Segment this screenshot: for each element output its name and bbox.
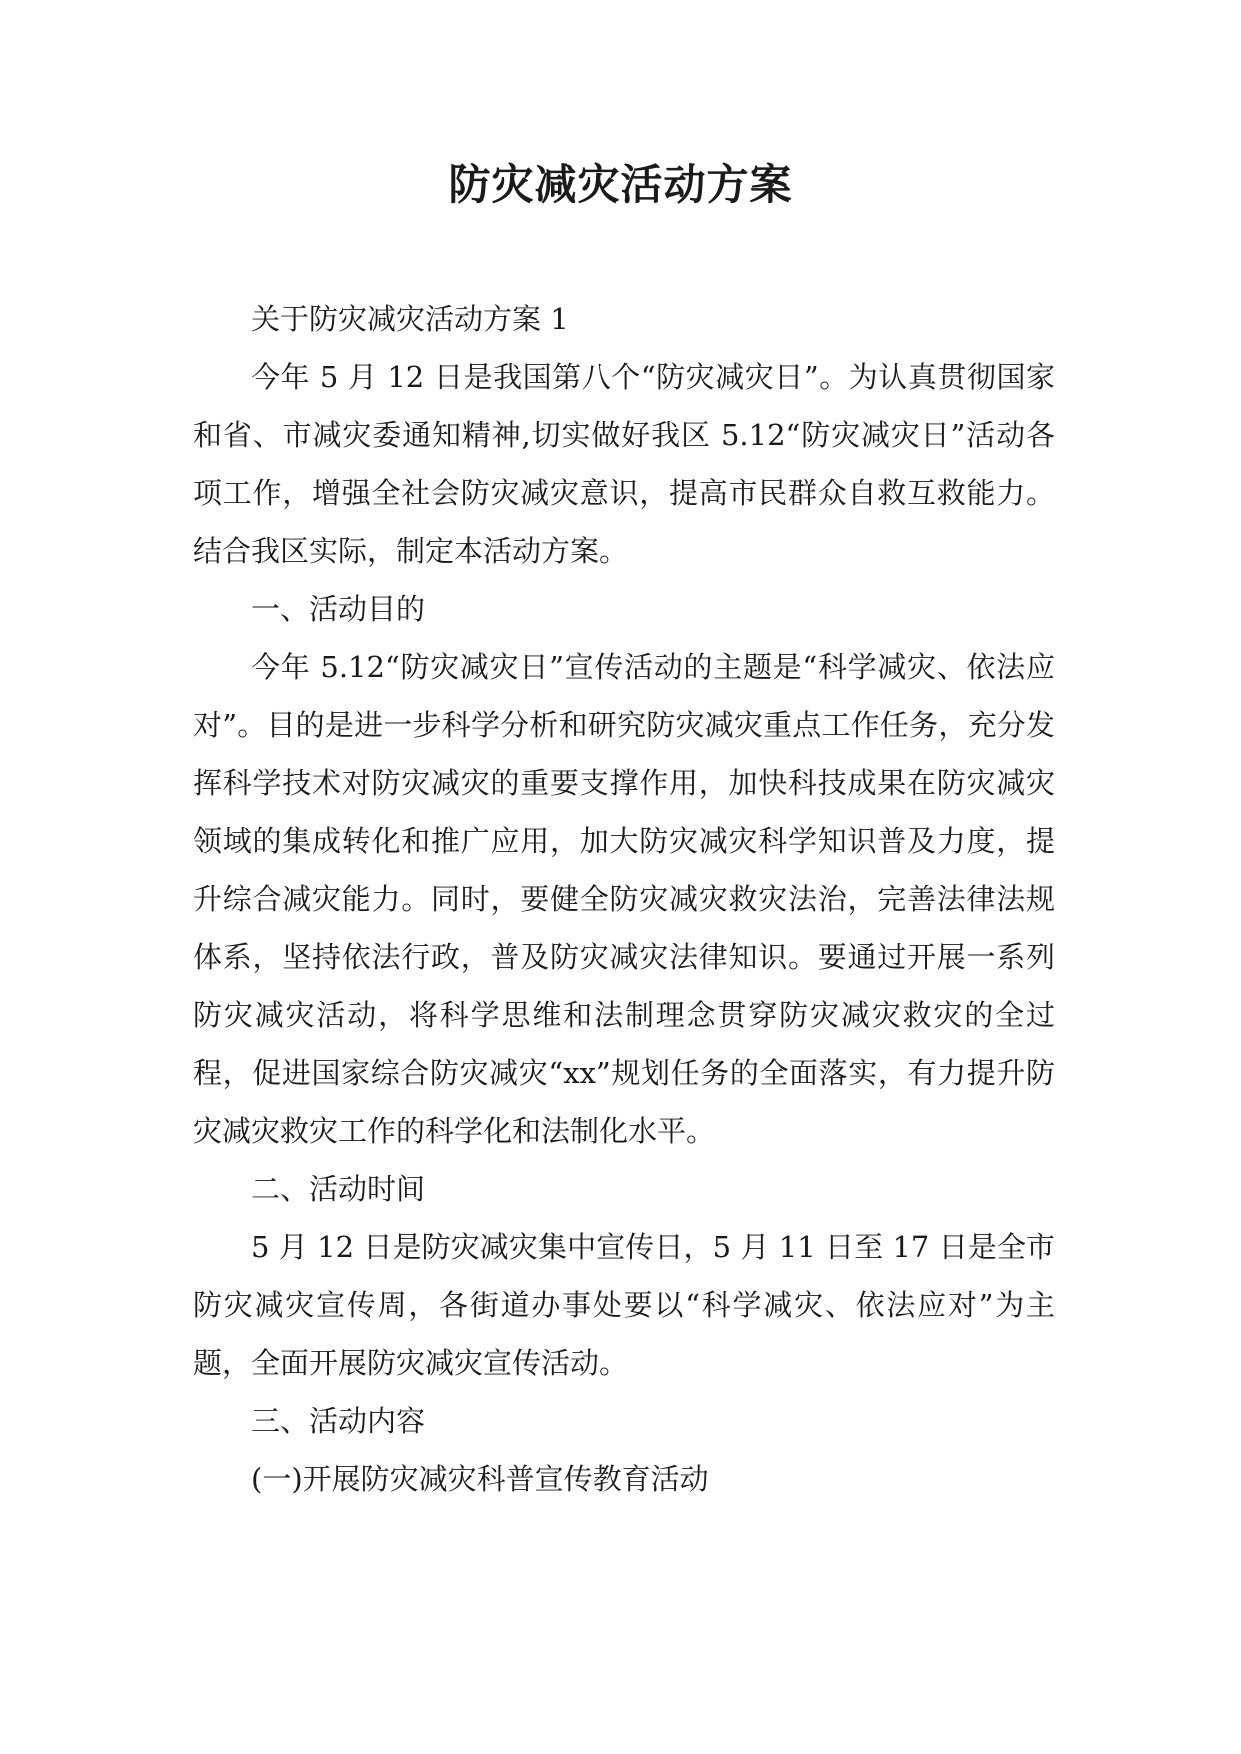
section-heading-purpose: 一、活动目的 [251,592,426,626]
section-subtitle: 关于防灾减灾活动方案 1 [251,302,569,336]
document-body [193,290,1055,1508]
section-heading-time: 二、活动时间 [251,1172,426,1206]
intro-paragraph: 今年 5 月 12 日是我国第八个“防灾减灾日”。为认真贯彻国家和省、市减灾委通知精神,切实做好我区 5.12“防灾减灾日”活动各项工作，增强全社会防灾减灾意识，提高市民群众自救互救能力。结合我区实际，制定本活动方案。 [193,360,1055,568]
document-title: 防灾减灾活动方案 [448,160,793,209]
section-heading-content: 三、活动内容 [251,1404,426,1438]
purpose-paragraph: 今年 5.12“防灾减灾日”宣传活动的主题是“科学减灾、依法应对”。目的是进一步科学分析和研究防灾减灾重点工作任务，充分发挥科学技术对防灾减灾的重要支撑作用，加快科技成果在防灾减灾领域的集成转化和推广应用，加大防灾减灾科学知识普及力度，提升综合减灾能力。同时，要健全防灾减灾救灾法治，完善法律法规体系，坚持依法行政，普及防灾减灾法律知识。要通过开展一系列防灾减灾活动，将科学思维和法制理念贯穿防灾减灾救灾的全过程，促进国家综合防灾减灾“xx”规划任务的全面落实，有力提升防灾减灾救灾工作的科学化和法制化水平。 [193,650,1055,1148]
time-paragraph: 5 月 12 日是防灾减灾集中宣传日，5 月 11 日至 17 日是全市防灾减灾宣传周，各街道办事处要以“科学减灾、依法应对”为主题，全面开展防灾减灾宣传活动。 [193,1230,1055,1380]
subsection-heading-1: (一)开展防灾减灾科普宣传教育活动 [251,1462,709,1496]
